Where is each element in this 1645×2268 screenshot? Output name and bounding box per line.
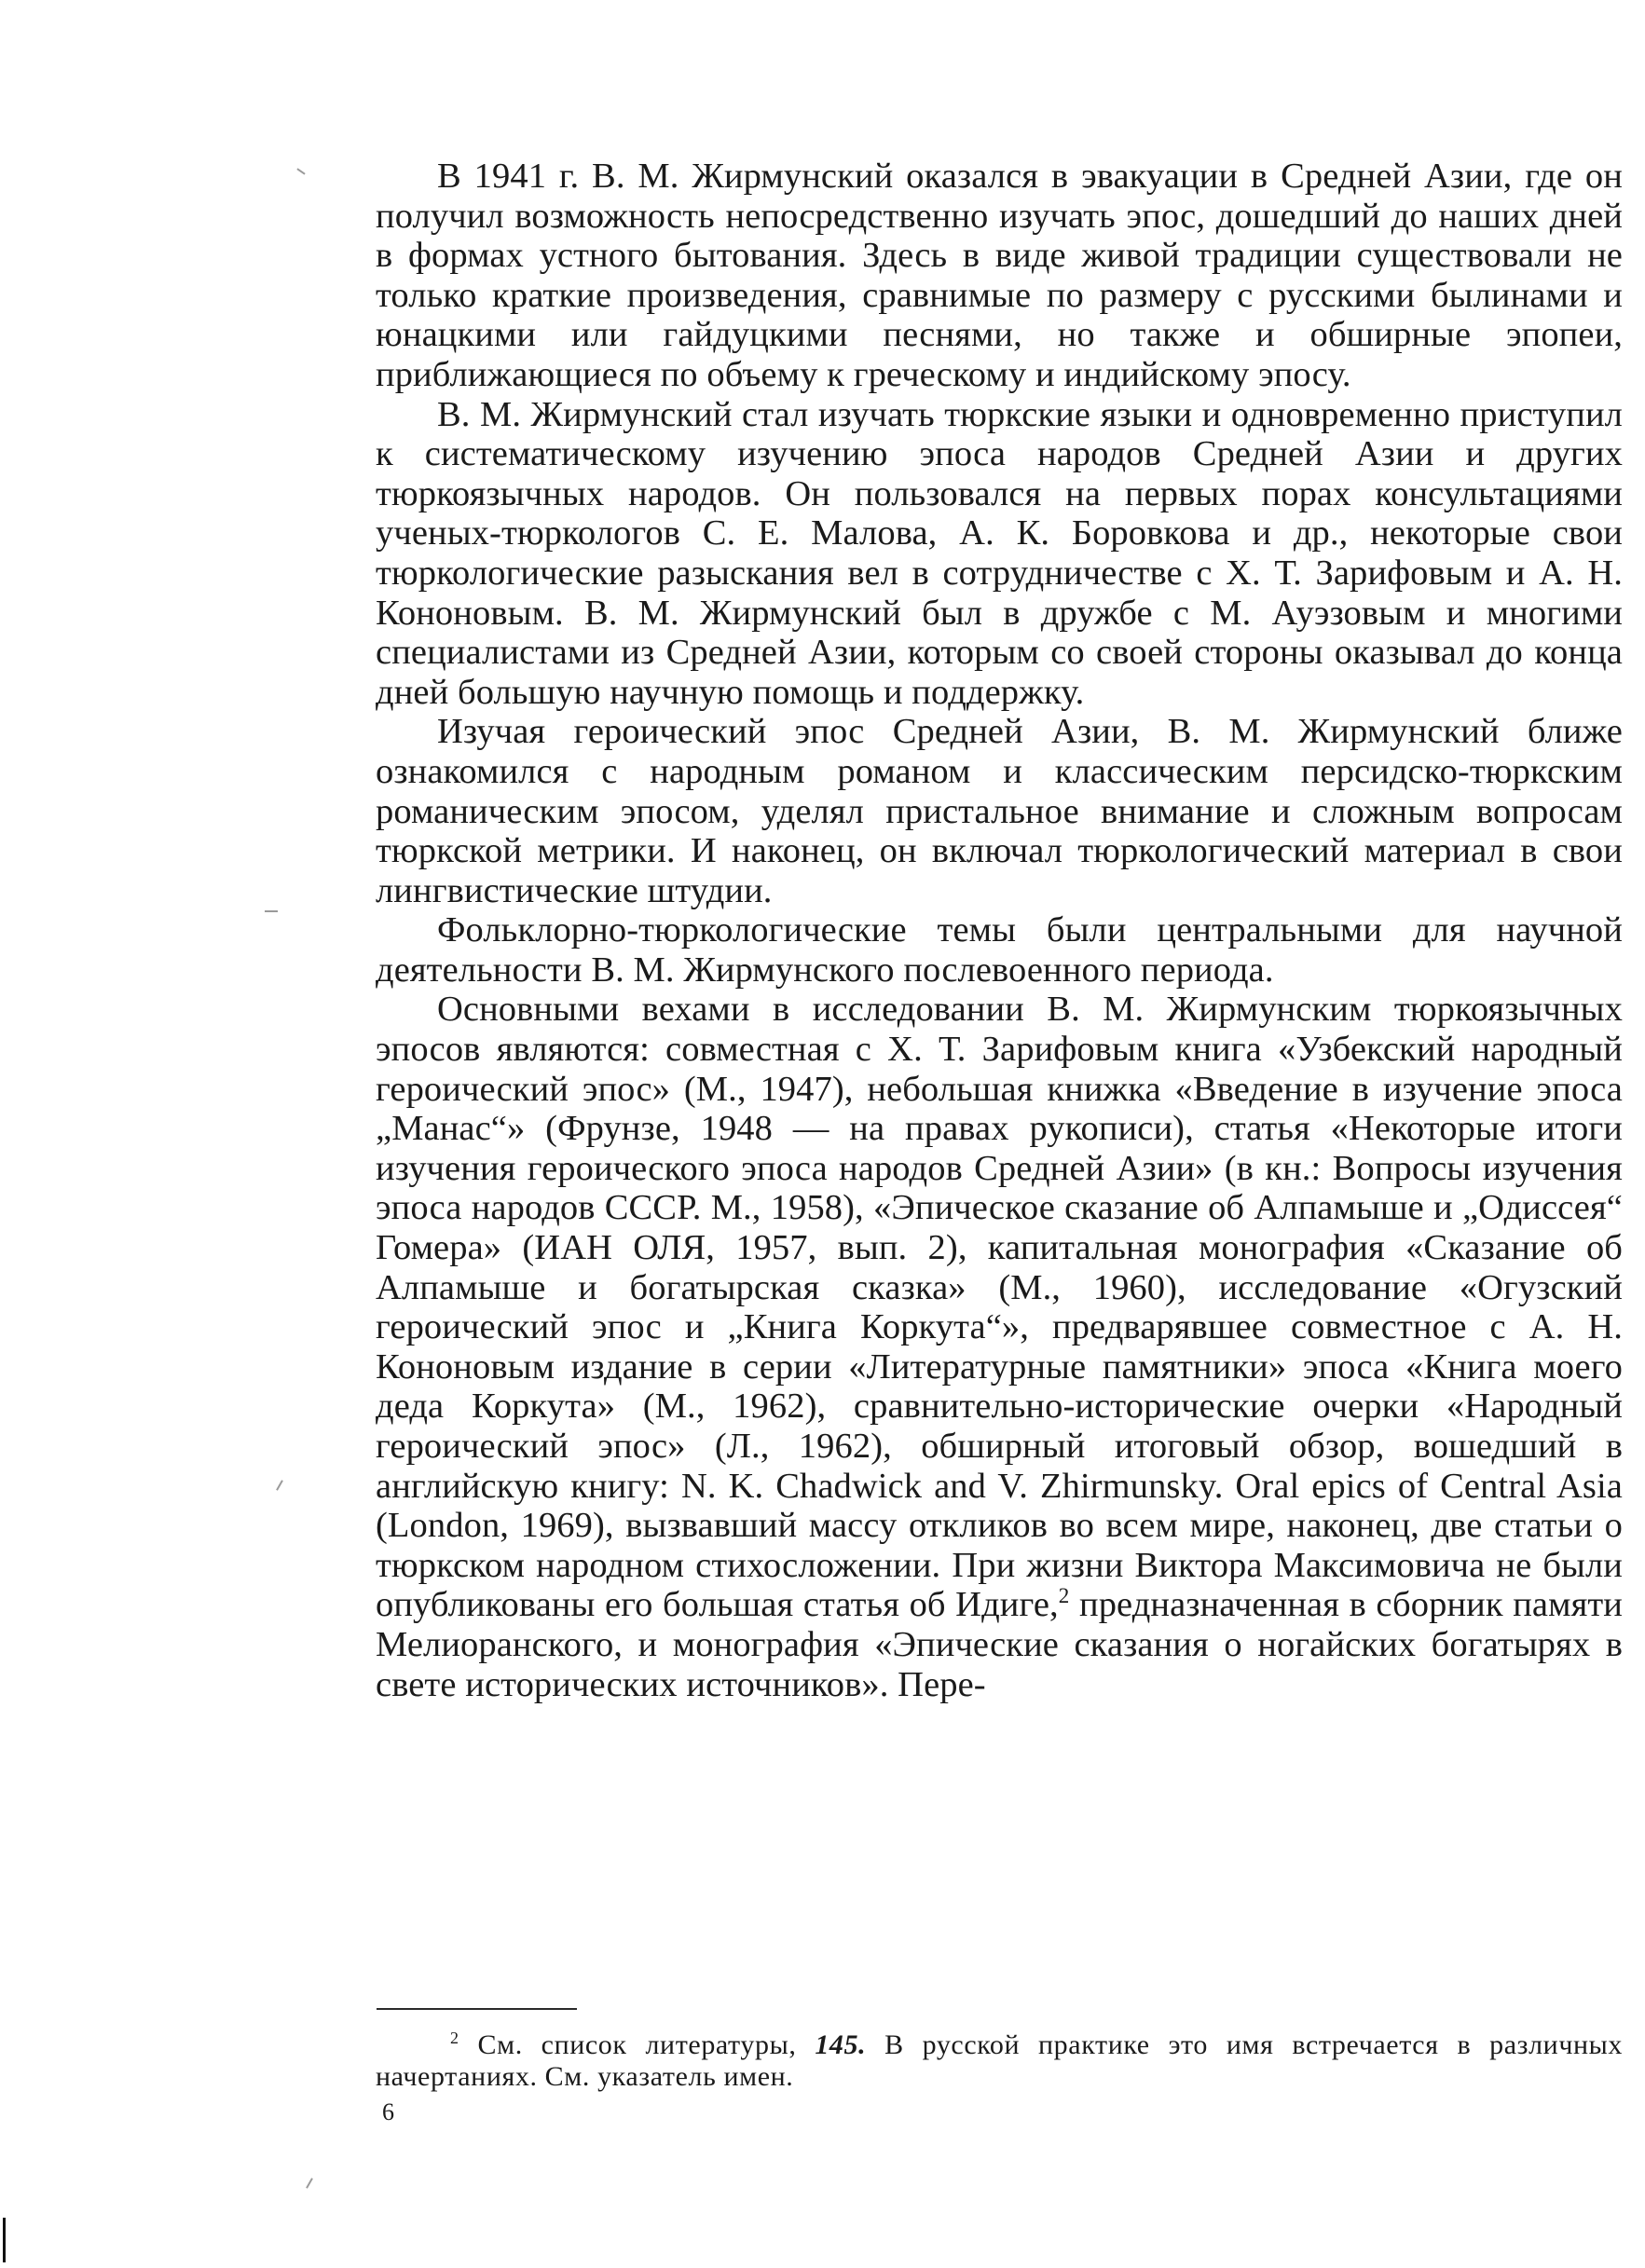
footnote-text-after: В русской практике это имя встречается в различных начертаниях. См. указатель имен. xyxy=(376,2029,1624,2092)
footnote-text-before: См. список литературы, xyxy=(477,2029,797,2060)
paragraph-milestones xyxy=(376,990,1623,1704)
scan-speck xyxy=(276,1480,283,1490)
scan-speck xyxy=(265,910,278,912)
page-number: 6 xyxy=(382,2098,394,2125)
paragraph-turkic-studies: В. М. Жирмунский стал изучать тюркские языки и одновременно приступил к систематическому изучению эпоса народов Средней Азии и других тюркоязычных народов. Он пользовался на первых порах консультациями ученых-тюркологов С. Е. Малова, А. К. Боровкова и др., некоторые свои тюркологические разыскания вел в сотрудничестве с Х. Т. Зарифовым и А. Н. Кононовым. В. М. Жирмунский был в дружбе с М. Ауэзовым и многими специалистами из Средней Азии, которым со своей стороны оказывал до конца дней большую научную помощь и поддержку. xyxy=(376,394,1623,712)
footnote-reference: 145. xyxy=(815,2029,867,2060)
scan-speck xyxy=(296,168,305,174)
scan-speck xyxy=(306,2178,313,2188)
milestones-text-continued: предназначенная в сборник памяти Мелиоранского, и монография «Эпические сказания о ногайских богатырях в свете исторических источников». Пере- xyxy=(376,1585,1624,1704)
footnote xyxy=(376,2029,1623,2093)
milestones-text: Основными вехами в исследовании В. М. Жирмунским тюркоязычных эпосов являются: совместная с Х. Т. Зарифовым книга «Узбекский народный героический эпос» (М., 1947), небольшая книжка «Введение в изучение эпоса „Манас“» (Фрунзе, 1948 — на правах рукописи), статья «Некоторые итоги изучения героического эпоса народов Средней Азии» (в кн.: Вопросы изучения эпоса народов СССР. М., 1958), «Эпическое сказание об Алпамыше и „Одиссея“ Гомера» (ИАН ОЛЯ, 1957, вып. 2), капитальная монография «Сказание об Алпамыше и богатырская сказка» (М., 1960), исследование «Огузский героический эпос и „Книга Коркута“», предварявшее совместное с А. Н. Кононовым издание в серии «Литературные памятники» эпоса «Книга моего деда Коркута» (М., 1962), сравнительно-исторические очерки «Народный героический эпос» (Л., 1962), обширный итоговый обзор, вошедший в английскую книгу: N. K. Chadwick and V. Zhirmunsky. Oral epics of Central Asia (London, 1969), вызвавший массу откликов во всем мире, наконец, две статьи о тюркском народном стихосложении. При жизни Виктора Максимовича не были опубликованы его большая статья об Идиге, xyxy=(376,990,1623,1625)
scan-edge-mark xyxy=(3,2218,6,2262)
main-text xyxy=(376,157,1623,1704)
paragraph-postwar-themes: Фольклорно-тюркологические темы были центральными для научной деятельности В. М. Жирмунского послевоенного периода. xyxy=(376,910,1623,990)
footnote-number: 2 xyxy=(450,2029,459,2047)
footnote-separator xyxy=(377,2008,577,2010)
paragraph-heroic-epic: Изучая героический эпос Средней Азии, В. М. Жирмунский ближе ознакомился с народным романом и классическим персидско-тюркским романическим эпосом, уделял пристальное внимание и сложным вопросам тюркской метрики. И наконец, он включал тюркологический материал в свои лингвистические штудии. xyxy=(376,712,1623,910)
paragraph-evacuation: В 1941 г. В. М. Жирмунский оказался в эвакуации в Средней Азии, где он получил возможность непосредственно изучать эпос, дошедший до наших дней в формах устного бытования. Здесь в виде живой традиции существовали не только краткие произведения, сравнимые по размеру с русскими былинами и юнацкими или гайдуцкими песнями, но также и обширные эпопеи, приближающиеся по объему к греческому и индийскому эпосу. xyxy=(376,157,1623,394)
footnote-marker: 2 xyxy=(1058,1583,1070,1608)
